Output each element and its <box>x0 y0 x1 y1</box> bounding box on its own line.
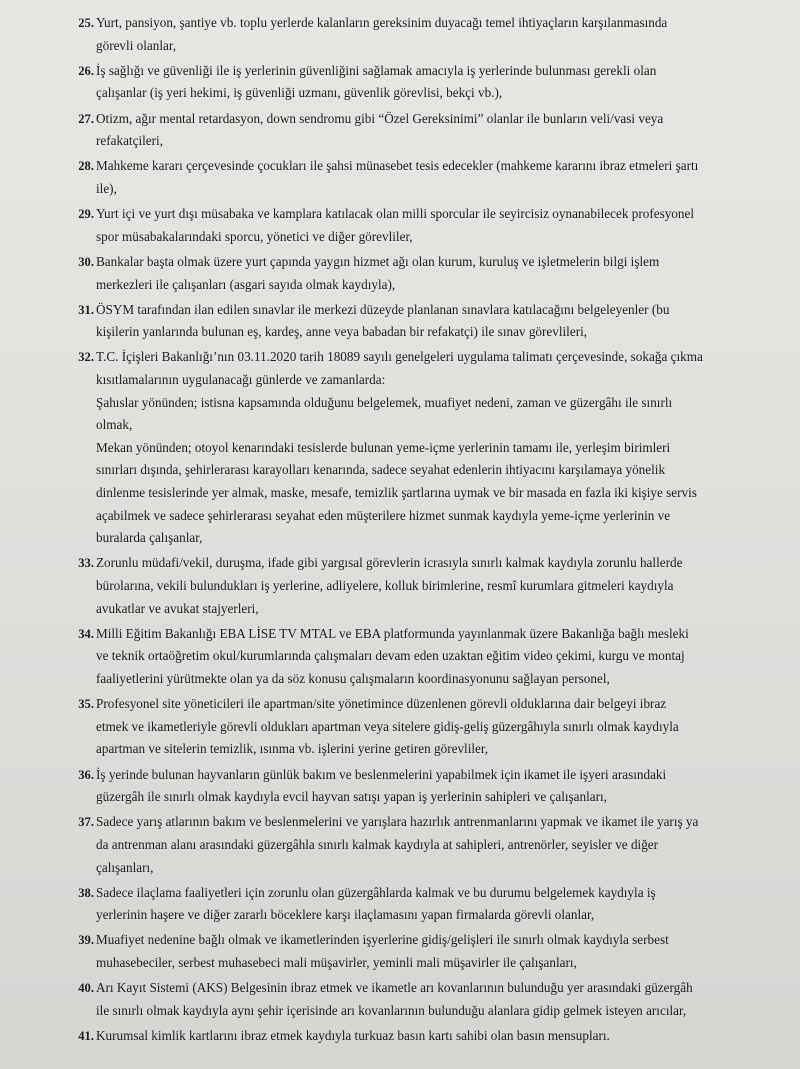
item-number: 34. <box>78 626 94 641</box>
list-item <box>78 155 778 200</box>
item-text-line: Otizm, ağır mental retardasyon, down sendromu gibi “Özel Gereksinimi” olanlar ile bunların veli/vasi veya <box>96 110 664 126</box>
item-text-line: avukatlar ve avukat stajyerleri, <box>96 600 259 616</box>
item-text-line: muhasebeciler, serbest muhasebeci mali müşavirler, yeminli mali müşavirler ile çalışanları, <box>96 955 577 971</box>
item-text-line: buralarda çalışanlar, <box>96 530 203 546</box>
item-text-line: Profesyonel site yöneticileri ile apartman/site yönetimince düzenlenen görevli olduklarına dair belgeyi ibraz <box>96 696 667 712</box>
item-number: 39. <box>78 933 94 948</box>
list-item <box>78 251 778 296</box>
item-text-line: faaliyetlerini yürütmekte olan ya da söz konusu çalışmaların koordinasyonunu sağlayan personel, <box>96 670 610 686</box>
item-number: 38. <box>78 885 94 900</box>
item-text-line: çalışanları, <box>96 859 154 875</box>
item-text-line: ile sınırlı olmak kaydıyla aynı şehir içerisinde arı kovanlarının bulunduğu alanlara gidip gelmek isteyen arıcılar, <box>96 1002 687 1018</box>
item-text-line: bürolarına, vekili bulundukları iş yerlerine, adliyelere, kolluk birimlerine, resmî kurumlara gitmeleri kaydıyla <box>96 578 674 593</box>
item-text-line: İş sağlığı ve güvenliği ile iş yerlerinin güvenliğini sağlamak amacıyla iş yerlerinde bulunması gerekli olan <box>96 62 657 78</box>
list-item <box>78 764 778 809</box>
item-number: 28. <box>78 159 94 174</box>
item-text-line: Zorunlu müdafi/vekil, duruşma, ifade gibi yargısal görevlerin icrasıyla sınırlı kalmak kaydıyla zorunlu hallerde <box>96 555 683 571</box>
list-item <box>78 882 778 927</box>
item-number: 40. <box>78 981 94 996</box>
item-text-line: Sadece yarış atlarının bakım ve beslenmelerini ve yarışlara hazırlık antrenmanlarını yapmak ve ikamet ile yarış ya <box>96 814 699 830</box>
item-text-line: olmak, <box>96 417 133 433</box>
item-text-line: Sadece ilaçlama faaliyetleri için zorunlu olan güzergâhlarda kalmak ve bu durumu belgelemek kaydıyla iş <box>96 884 656 900</box>
item-number: 37. <box>78 815 94 830</box>
item-text-line: görevli olanlar, <box>96 37 177 53</box>
item-text-line: Arı Kayıt Sistemi (AKS) Belgesinin ibraz etmek ve ikametle arı kovanlarının bulunduğu yer arasındaki güzergâh <box>96 980 693 996</box>
item-text-line: Yurt içi ve yurt dışı müsabaka ve kamplara katılacak olan milli sporcular ile seyircisiz oynanabilecek profesyonel <box>96 206 694 222</box>
list-item <box>78 203 778 248</box>
item-number: 30. <box>78 254 94 269</box>
list-item <box>78 929 778 974</box>
item-number: 36. <box>78 767 94 782</box>
item-number: 31. <box>78 302 94 317</box>
list-item <box>78 623 778 691</box>
list-item <box>78 552 778 620</box>
list-item <box>78 346 778 549</box>
item-number: 29. <box>78 207 94 222</box>
list-item <box>78 1025 778 1048</box>
item-text-line: Şahıslar yönünden; istisna kapsamında olduğunu belgelemek, muafiyet nedeni, zaman ve güzergâhı ile sınırlı <box>96 394 673 410</box>
item-text-line: sınırları dışında, şehirlerarası karayolları kenarında, sadece seyahat edenlerin ihtiyacını karşılamaya yönelik <box>96 462 666 478</box>
item-text-line: ile), <box>96 180 117 196</box>
list-item <box>78 12 778 57</box>
item-text-line: Muafiyet nedenine bağlı olmak ve ikametlerinden işyerlerine gidiş/gelişleri ile sınırlı olmak kaydıyla serbest <box>96 932 669 948</box>
item-text-line: Kurumsal kimlik kartlarını ibraz etmek kaydıyla turkuaz basın kartı sahibi olan basın mensupları. <box>96 1028 610 1044</box>
item-text-line: da antrenman alanı arasındaki güzergâhla sınırlı kalmak kaydıyla at sahipleri, antrenörler, seyisler ve diğer <box>96 836 659 852</box>
list-item <box>78 977 778 1022</box>
list-item <box>78 60 778 105</box>
item-text-line: Milli Eğitim Bakanlığı EBA LİSE TV MTAL ve EBA platformunda yayınlanmak üzere Bakanlığa bağlı mesleki <box>96 625 689 641</box>
list-item <box>78 811 778 879</box>
item-number: 41. <box>78 1029 94 1044</box>
list-item <box>78 299 778 344</box>
item-text-line: apartman ve sitelerin temizlik, ısınma vb. işlerini yerine getiren görevliler, <box>96 741 489 757</box>
item-text-line: kişilerin yanlarında bulunan eş, kardeş, anne veya babadan bir refakatçi) ile sınav görevlileri, <box>96 324 588 340</box>
item-number: 26. <box>78 63 94 78</box>
item-number: 35. <box>78 697 94 712</box>
item-text-line: dinlenme tesislerinde yer almak, maske, mesafe, temizlik şartlarına uymak ve bir masada en fazla iki kişiye servis <box>96 485 697 501</box>
item-text-line: spor müsabakalarındaki sporcu, yönetici ve diğer görevliler, <box>96 228 413 244</box>
list-item <box>78 693 778 761</box>
item-number: 33. <box>78 556 94 571</box>
item-text-line: açabilmek ve sadece şehirlerarası seyahat eden müşterilere hizmet sunmak kaydıyla yeme-içme yerlerinin ve <box>96 507 671 523</box>
item-text-line: T.C. İçişleri Bakanlığı’nın 03.11.2020 tarih 18089 sayılı genelgeleri uygulama talimatı çerçevesinde, sokağa çıkma <box>96 349 703 365</box>
item-text-line: merkezleri ile çalışanları (asgari sayıda olmak kaydıyla), <box>96 276 396 292</box>
item-text-line: Yurt, pansiyon, şantiye vb. toplu yerlerde kalanların gereksinim duyacağı temel ihtiyaçların karşılanmasında <box>96 15 668 30</box>
item-text-line: ve teknik ortaöğretim okul/kurumlarında çalışmaları devam eden uzaktan eğitim video çekimi, kurgu ve montaj <box>96 648 685 664</box>
item-text-line: kısıtlamalarının uygulanacağı günlerde ve zamanlarda: <box>96 372 386 388</box>
item-text-line: İş yerinde bulunan hayvanların günlük bakım ve beslenmelerini yapabilmek için ikamet ile işyeri arasındaki <box>96 766 667 782</box>
item-text-line: refakatçileri, <box>96 133 163 149</box>
item-text-line: çalışanlar (iş yeri hekimi, iş güvenliği uzmanı, güvenlik görevlisi, bekçi vb.), <box>96 85 503 101</box>
item-number: 25. <box>78 16 94 30</box>
item-text-line: ÖSYM tarafından ilan edilen sınavlar ile merkezi düzeyde planlanan sınavlara katılacağını belgeleyenler (bu <box>96 301 670 317</box>
list-item <box>78 108 778 153</box>
item-text-line: güzergâh ile sınırlı olmak kaydıyla evcil hayvan satışı yapan iş yerlerinin sahipleri ve çalışanları, <box>96 789 607 805</box>
item-number: 32. <box>78 350 94 365</box>
item-text-line: Bankalar başta olmak üzere yurt çapında yaygın hizmet ağı olan kurum, kuruluş ve işletmelerin bilgi işlem <box>96 253 660 269</box>
item-number: 27. <box>78 111 94 126</box>
item-text-line: yerlerinin haşere ve diğer zararlı böceklere karşı ilaçlamasını yapan firmalarda görevli olanlar, <box>96 907 595 923</box>
item-text-line: Mahkeme kararı çerçevesinde çocukları ile şahsi münasebet tesis edecekler (mahkeme kararını ibraz etmeleri şartı <box>96 158 699 174</box>
item-text-line: Mekan yönünden; otoyol kenarındaki tesislerde bulunan yeme-içme yerlerinin tamamı ile, yerleşim birimleri <box>96 439 671 455</box>
item-text-line: etmek ve ikametleriyle görevli oldukları apartman veya sitelere gidiş-geliş güzergâhıyla sınırlı olmak kaydıyla <box>96 718 679 734</box>
